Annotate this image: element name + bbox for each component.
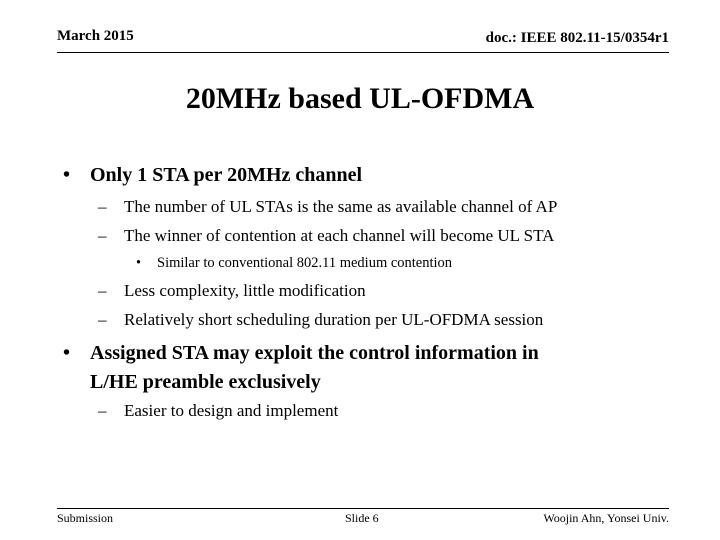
bullet-icon: • bbox=[63, 342, 71, 364]
dash-icon: – bbox=[98, 281, 107, 300]
header-divider bbox=[57, 52, 669, 53]
bullet-text: Only 1 STA per 20MHz channel bbox=[90, 164, 363, 186]
sub-bullet-text: Less complexity, little modification bbox=[124, 281, 366, 300]
dash-icon: – bbox=[98, 401, 107, 420]
bullet-icon: • bbox=[63, 164, 71, 186]
header-doc-id: doc.: IEEE 802.11-15/0354r1 bbox=[485, 30, 669, 46]
sub-bullet-text: Relatively short scheduling duration per UL-OFDMA session bbox=[124, 310, 544, 329]
footer-divider bbox=[57, 508, 669, 509]
footer-slide-number: Slide 6 bbox=[345, 511, 379, 525]
subsub-bullet-text: Similar to conventional 802.11 medium contention bbox=[157, 255, 453, 271]
bullet-text-line-2: L/HE preamble exclusively bbox=[90, 371, 321, 393]
dash-icon: – bbox=[98, 226, 107, 245]
bullet-icon: • bbox=[136, 255, 142, 271]
bullet-text-line-1: Assigned STA may exploit the control information in bbox=[90, 342, 539, 364]
sub-bullet-text: The number of UL STAs is the same as available channel of AP bbox=[124, 197, 558, 216]
sub-bullet-text: Easier to design and implement bbox=[124, 401, 339, 420]
dash-icon: – bbox=[98, 197, 107, 216]
sub-bullet-text: The winner of contention at each channel will become UL STA bbox=[124, 226, 555, 245]
slide-title: 20MHz based UL-OFDMA bbox=[185, 82, 535, 115]
footer-author: Woojin Ahn, Yonsei Univ. bbox=[543, 511, 669, 525]
dash-icon: – bbox=[98, 310, 107, 329]
footer-submission: Submission bbox=[57, 511, 114, 525]
header-date: March 2015 bbox=[57, 28, 134, 44]
